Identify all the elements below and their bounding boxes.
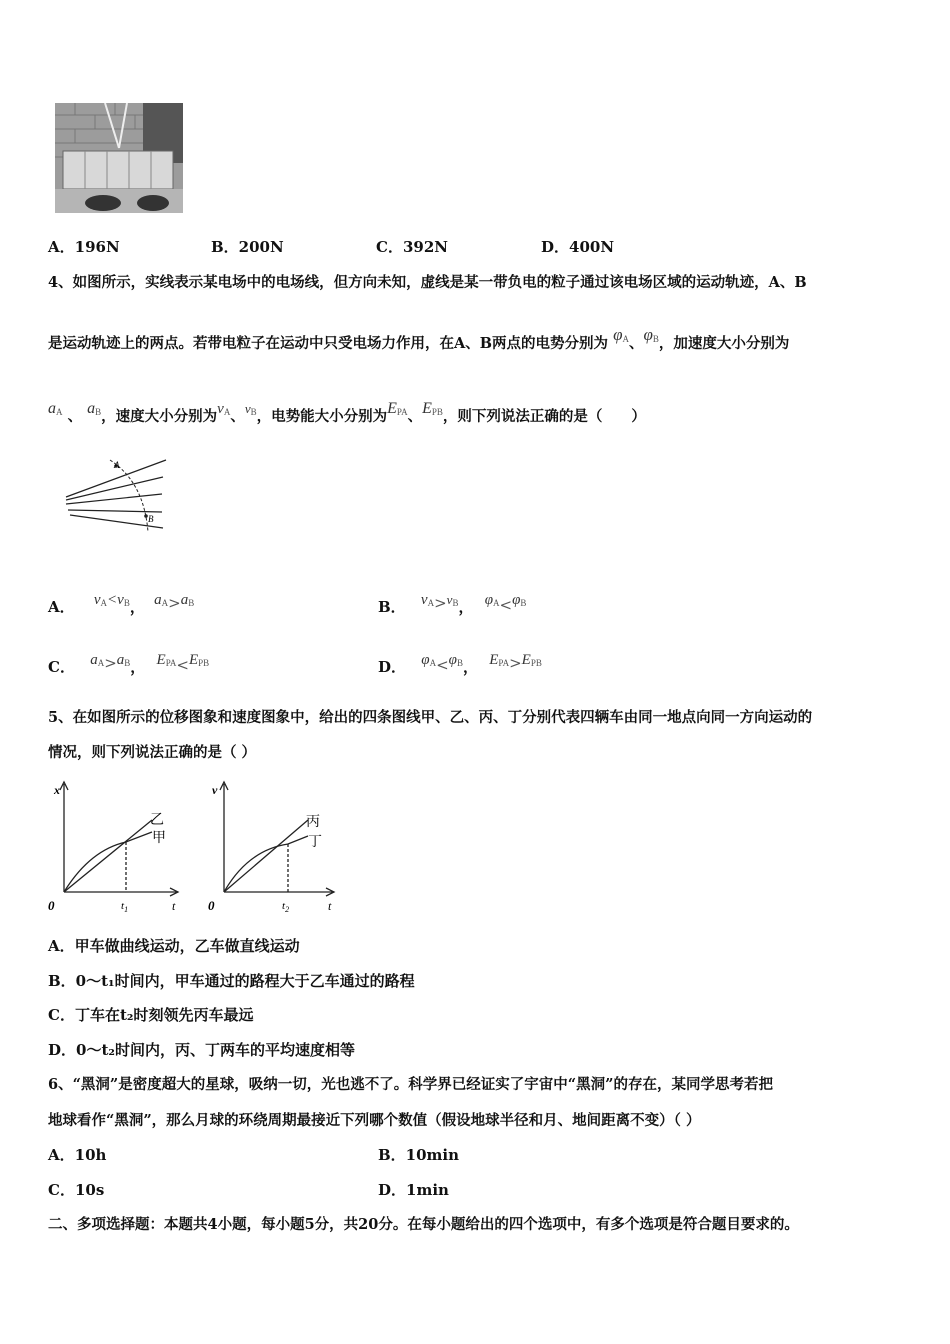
q6-question-line1: 6、“黑洞”是密度超大的星球，吸纳一切，光也逃不了。科学界已经证实了宇宙中“黑洞”的存在，某同学思考若把 [48, 1076, 773, 1093]
xt-graph [40, 776, 190, 916]
q6-option-a[interactable]: A．10h [48, 1146, 107, 1164]
x-axis-label: x [54, 783, 60, 797]
epb-symbol: $E_{PB}$ [422, 400, 443, 417]
q3-option-c[interactable]: C．392N [376, 238, 448, 256]
phi-b-symbol: $\varphi_B$ [643, 325, 659, 344]
q6-option-d[interactable]: D．1min [378, 1181, 449, 1199]
q3-option-b[interactable]: B．200N [211, 238, 284, 256]
q5-option-a[interactable]: A．甲车做曲线运动，乙车做直线运动 [48, 937, 300, 955]
curve-jia [64, 832, 152, 892]
q5-question-line2: 情况，则下列说法正确的是（ ） [48, 744, 257, 761]
phi-a-symbol: $\varphi_A$ [613, 325, 629, 344]
q4-question-line2: 是运动轨迹上的两点。若带电粒子在运动中只受电场力作用，在A、B两点的电势分别为 $\varphi_A$、$\varphi_B$，加速度大小分别为 [48, 325, 790, 352]
t-axis-label: t [172, 899, 176, 913]
field-line [66, 477, 163, 500]
q5-question-line1: 5、在如图所示的位移图象和速度图象中，给出的四条图线甲、乙、丙、丁分别代表四辆车由同一地点向同一方向运动的 [48, 709, 813, 726]
v-a-symbol: $v_A$ [217, 401, 231, 417]
v-b-symbol: $v_B$ [244, 401, 257, 417]
curve-label-jia: 甲 [152, 831, 166, 846]
label-b: B [148, 514, 154, 524]
a-b-symbol: $a_B$ [87, 400, 102, 417]
q4-question-line1: 4、如图所示，实线表示某电场中的电场线，但方向未知，虚线是某一带负电的粒子通过该电场区域的运动轨迹，A、B [48, 274, 807, 291]
q4-option-c[interactable]: C． $a_A>a_B$， $E_{PA}<E_{PB}$ [48, 652, 210, 676]
q4-option-b[interactable]: B． $v_A>v_B$， $\varphi_A<\varphi_B$ [378, 592, 527, 616]
field-line [68, 510, 162, 512]
q6-question-line2: 地球看作“黑洞”，那么月球的环绕周期最接近下列哪个数值（假设地球半径和月、地间距离不变）（ ） [48, 1112, 701, 1129]
origin-label: 0 [48, 898, 55, 913]
vt-graph [200, 776, 350, 916]
q4-option-d[interactable]: D． $\varphi_A<\varphi_B$， $E_{PA}>E_{PB}$ [378, 652, 542, 676]
line-yi [64, 820, 152, 892]
t1-label: $t_1$ [121, 900, 129, 914]
t2-label: $t_2$ [282, 900, 290, 914]
q5-option-c[interactable]: C．丁车在t₂时刻领先丙车最远 [48, 1006, 254, 1024]
v-axis-label: v [212, 783, 218, 797]
q6-option-b[interactable]: B．10min [378, 1146, 460, 1164]
q4-question-line3: $a_A$ 、 $a_B$，速度大小分别为$v_A$、$v_B$，电势能大小分别为$E_{PA}$、$E_{PB}$，则下列说法正确的是（ ） [48, 400, 646, 425]
origin-label: 0 [208, 898, 215, 913]
q6-option-c[interactable]: C．10s [48, 1181, 105, 1199]
bricks-photo [55, 103, 183, 213]
line-bing [224, 820, 308, 892]
curve-label-yi: 乙 [150, 813, 164, 828]
curve-label-bing: 丙 [306, 815, 320, 830]
q4-option-a[interactable]: A． $v_A<v_B$， $a_A>a_B$ [48, 592, 195, 616]
epa-symbol: $E_{PA}$ [387, 400, 408, 417]
q5-option-d[interactable]: D．0～t₂时间内，丙、丁两车的平均速度相等 [48, 1041, 355, 1059]
q3-option-d[interactable]: D．400N [541, 238, 615, 256]
q5-option-b[interactable]: B．0～t₁时间内，甲车通过的路程大于乙车通过的路程 [48, 972, 415, 990]
q3-option-a[interactable]: A．196N [48, 238, 120, 256]
curve-ding [224, 836, 308, 892]
field-line [66, 494, 162, 504]
section-2-heading: 二、多项选择题：本题共4小题，每小题5分，共20分。在每小题给出的四个选项中，有多个选项是符合题目要求的。 [48, 1216, 799, 1233]
field-lines-figure [58, 452, 178, 542]
label-a: A [114, 460, 120, 470]
a-a-symbol: $a_A$ [48, 400, 63, 417]
t-axis-label: t [328, 899, 332, 913]
curve-label-ding: 丁 [308, 835, 322, 850]
